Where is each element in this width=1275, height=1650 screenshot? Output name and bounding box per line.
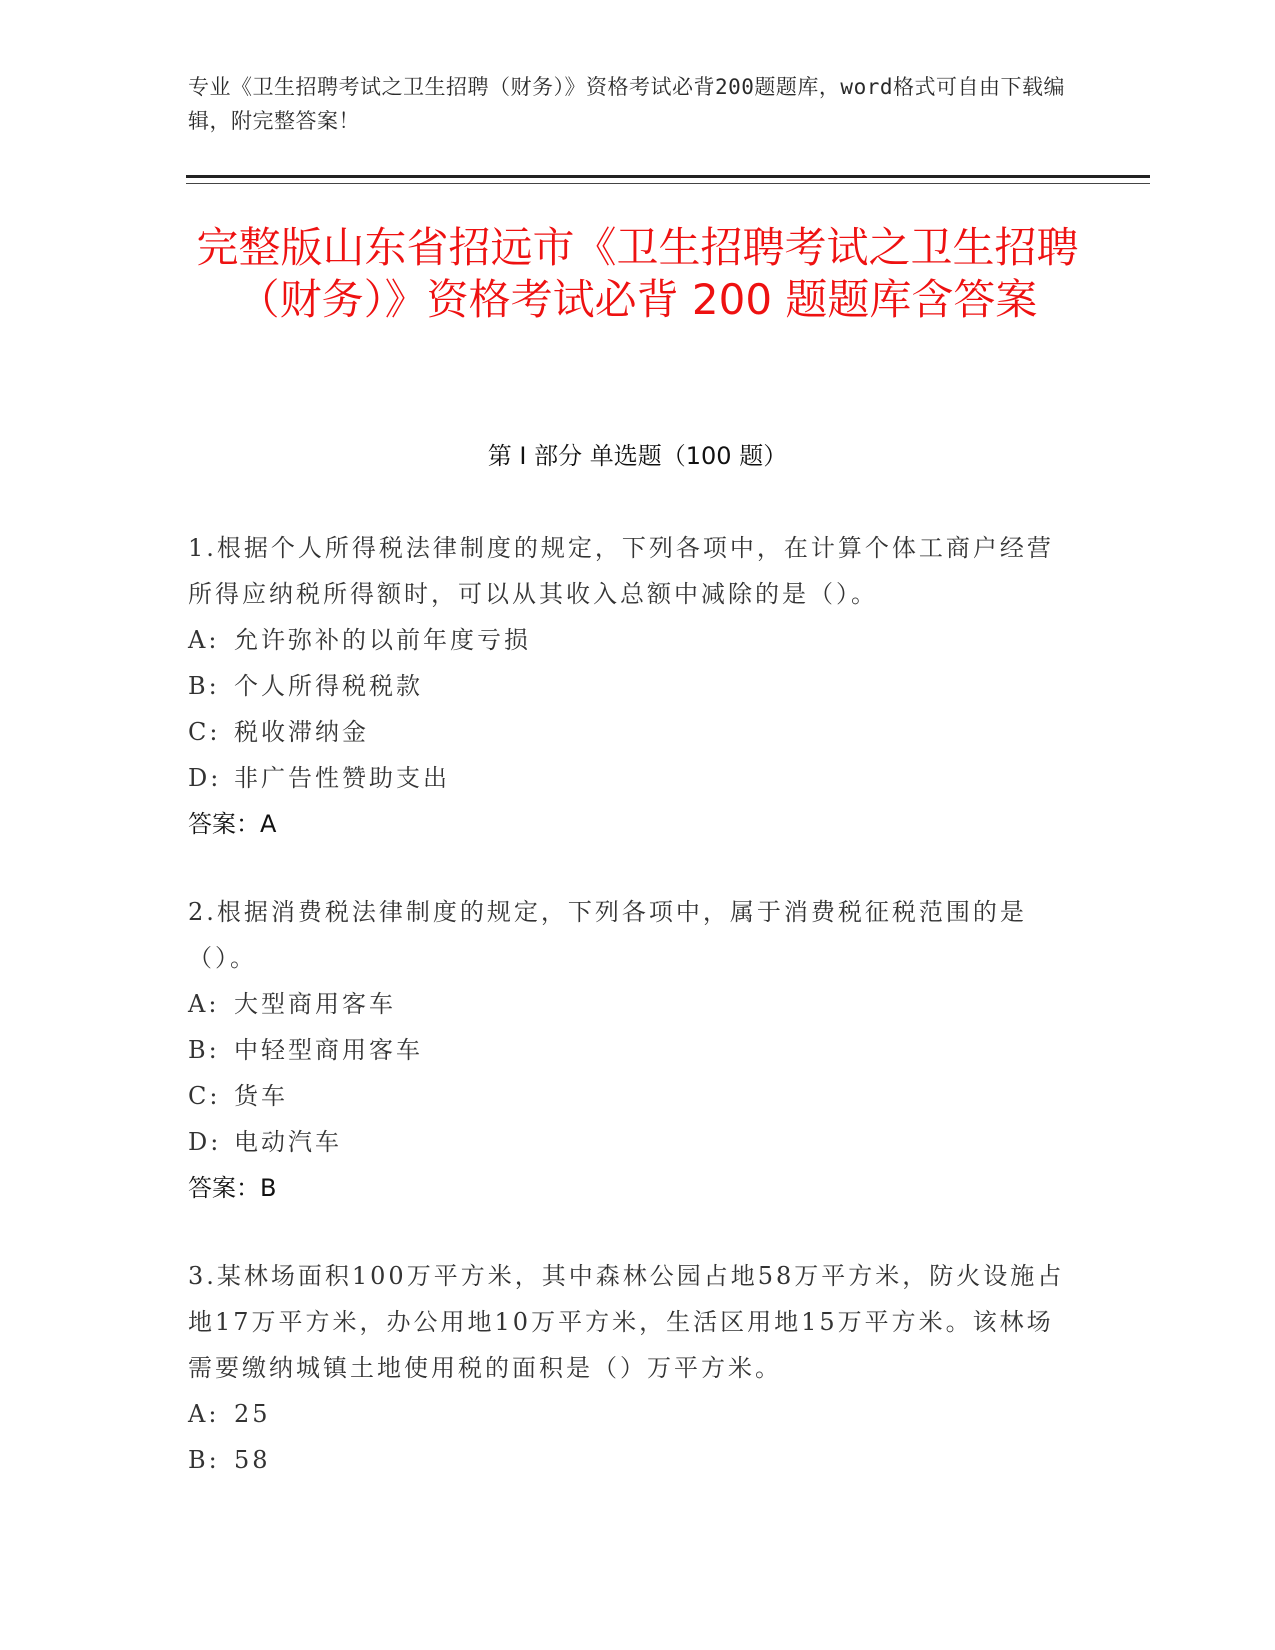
- option-text: 58: [234, 1446, 271, 1474]
- section-heading: 第 I 部分 单选题（100 题）: [487, 442, 788, 470]
- option-b: [188, 1027, 1068, 1073]
- option-c: [188, 1073, 1068, 1119]
- option-a: [188, 1391, 1068, 1437]
- option-text: 允许弥补的以前年度亏损: [234, 626, 531, 654]
- option-text: 大型商用客车: [234, 990, 396, 1018]
- option-letter: C:: [188, 718, 221, 746]
- option-letter: B:: [188, 1446, 220, 1474]
- option-text: 个人所得税税款: [234, 672, 423, 700]
- option-b: [188, 1437, 1068, 1483]
- option-letter: A:: [188, 990, 220, 1018]
- question-stem: 3.某林场面积100万平方米，其中森林公园占地58万平方米，防火设施占地17万平方米，办公用地10万平方米，生活区用地15万平方米。该林场需要缴纳城镇土地使用税的面积是（）万平方米。: [188, 1262, 1065, 1382]
- option-letter: B:: [188, 1036, 220, 1064]
- option-letter: A:: [188, 626, 220, 654]
- option-letter: D:: [188, 764, 222, 792]
- header-rule-thin: [186, 183, 1150, 184]
- option-letter: C:: [188, 1082, 221, 1110]
- option-text: 25: [234, 1400, 271, 1428]
- option-text: 非广告性赞助支出: [234, 764, 450, 792]
- option-a: [188, 617, 1068, 663]
- header-rule-thick: [186, 175, 1150, 178]
- option-letter: D:: [188, 1128, 222, 1156]
- question-3: [188, 1253, 1068, 1483]
- option-text: 税收滞纳金: [234, 718, 369, 746]
- option-d: [188, 1119, 1068, 1165]
- option-c: [188, 709, 1068, 755]
- question-stem: 2.根据消费税法律制度的规定，下列各项中，属于消费税征税范围的是（）。: [188, 898, 1027, 972]
- question-stem: 1.根据个人所得税法律制度的规定，下列各项中，在计算个体工商户经营所得应纳税所得额时，可以从其收入总额中减除的是（）。: [188, 534, 1054, 608]
- answer-line: 答案：B: [188, 1174, 277, 1202]
- option-text: 电动汽车: [234, 1128, 342, 1156]
- option-b: [188, 663, 1068, 709]
- question-list: [188, 525, 1068, 1525]
- question-2: [188, 889, 1068, 1211]
- option-d: [188, 755, 1068, 801]
- question-1: [188, 525, 1068, 847]
- answer-line: 答案：A: [188, 810, 277, 838]
- option-letter: A:: [188, 1400, 220, 1428]
- option-text: 中轻型商用客车: [234, 1036, 423, 1064]
- document-title: 完整版山东省招远市《卫生招聘考试之卫生招聘（财务）》资格考试必背 200 题题库含答案: [196, 223, 1079, 324]
- header-note: 专业《卫生招聘考试之卫生招聘（财务）》资格考试必背200题题库，word格式可自由下载编辑，附完整答案！: [188, 75, 1065, 133]
- option-a: [188, 981, 1068, 1027]
- option-letter: B:: [188, 672, 220, 700]
- option-text: 货车: [234, 1082, 288, 1110]
